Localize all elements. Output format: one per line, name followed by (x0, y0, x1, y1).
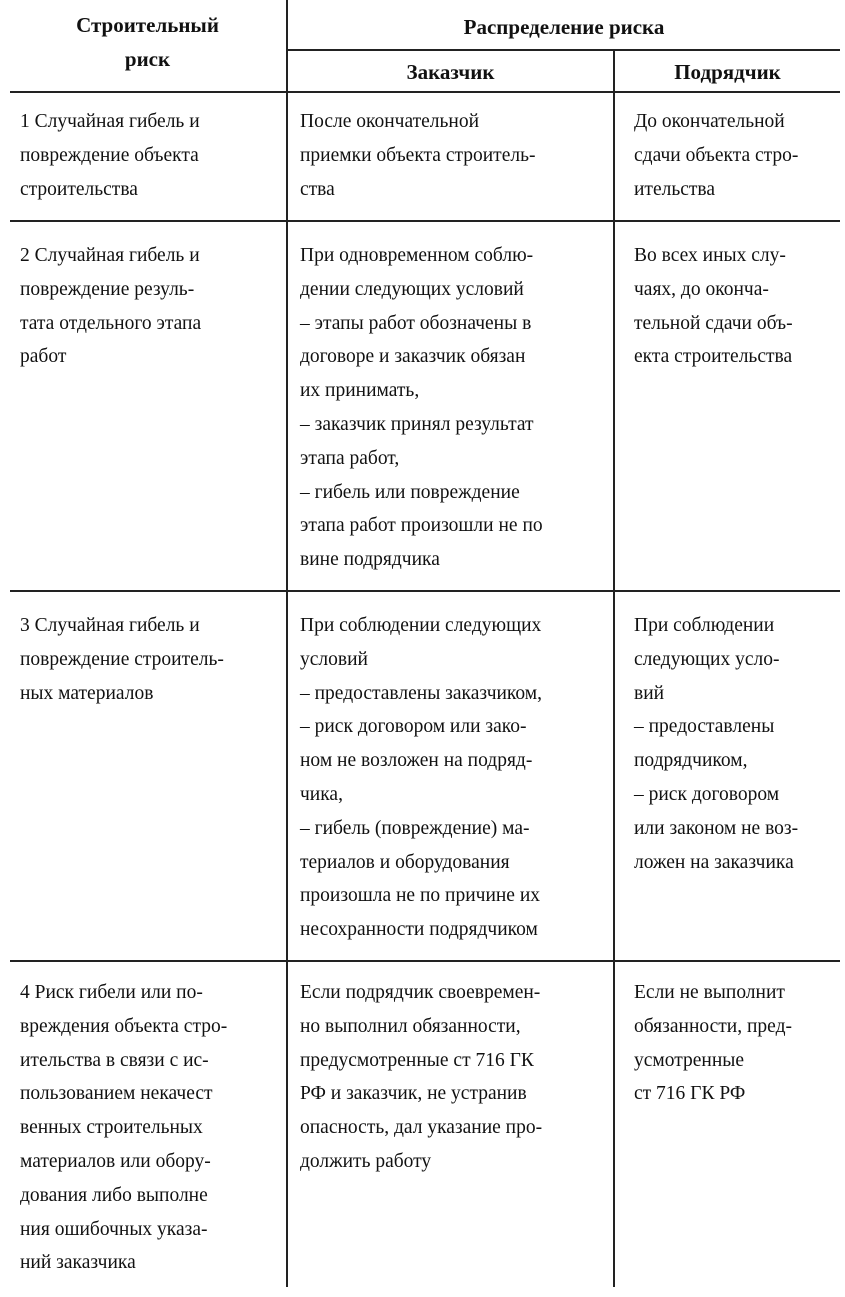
header-customer: Заказчик (406, 60, 495, 84)
header-distribution: Распределение риска (463, 15, 665, 39)
header-subdivider (287, 49, 840, 51)
header-risk: Строительный риск (76, 13, 219, 71)
header-contractor: Подрядчик (674, 60, 781, 84)
row-4-contractor: Если не выполнит обязанности, пред- усмотренные ст 716 ГК РФ (634, 982, 792, 1105)
row-3-customer: При соблюдении следующих условий – предоставлены заказчиком, – риск договором или зако- ном не возложен на подряд- чика, – гибель (повреждение) ма- териалов и оборудования произошла не по причине их несохранности подрядчиком (300, 615, 543, 941)
row-2-risk: 2 Случайная гибель и повреждение резуль- тата отдельного этапа работ (20, 245, 202, 368)
row-1-customer: После окончательной приемки объекта строитель- ства (300, 111, 536, 200)
column-divider (286, 0, 288, 1287)
row-divider (10, 590, 840, 592)
row-3-contractor: При соблюдении следующих усло- вий – предоставлены подрядчиком, – риск договором или законом не воз- ложен на заказчика (634, 615, 799, 873)
row-4-customer: Если подрядчик своевремен- но выполнил обязанности, предусмотренные ст 716 ГК РФ и заказчик, не устранив опасность, дал указание про- должить работу (300, 982, 543, 1172)
row-2-contractor: Во всех иных слу- чаях, до оконча- тельной сдачи объ- екта строительства (634, 245, 793, 368)
row-divider (10, 220, 840, 222)
header-bottom-line (10, 91, 840, 93)
row-divider (10, 960, 840, 962)
column-divider (613, 50, 615, 1287)
row-1-contractor: До окончательной сдачи объекта стро- ительства (634, 111, 799, 200)
row-2-customer: При одновременном соблю- дении следующих условий – этапы работ обозначены в договоре и заказчик обязан их принимать, – заказчик принял результат этапа работ, – гибель или повреждение этапа работ произошли не по вине подрядчика (300, 245, 543, 571)
row-1-risk: 1 Случайная гибель и повреждение объекта строительства (20, 111, 200, 200)
row-3-risk: 3 Случайная гибель и повреждение строитель- ных материалов (20, 615, 224, 704)
row-4-risk: 4 Риск гибели или по- вреждения объекта стро- ительства в связи с ис- пользованием некачест венных строительных материалов или обору- дования либо выполне ния ошибочных указа- ний заказчика (20, 982, 228, 1274)
